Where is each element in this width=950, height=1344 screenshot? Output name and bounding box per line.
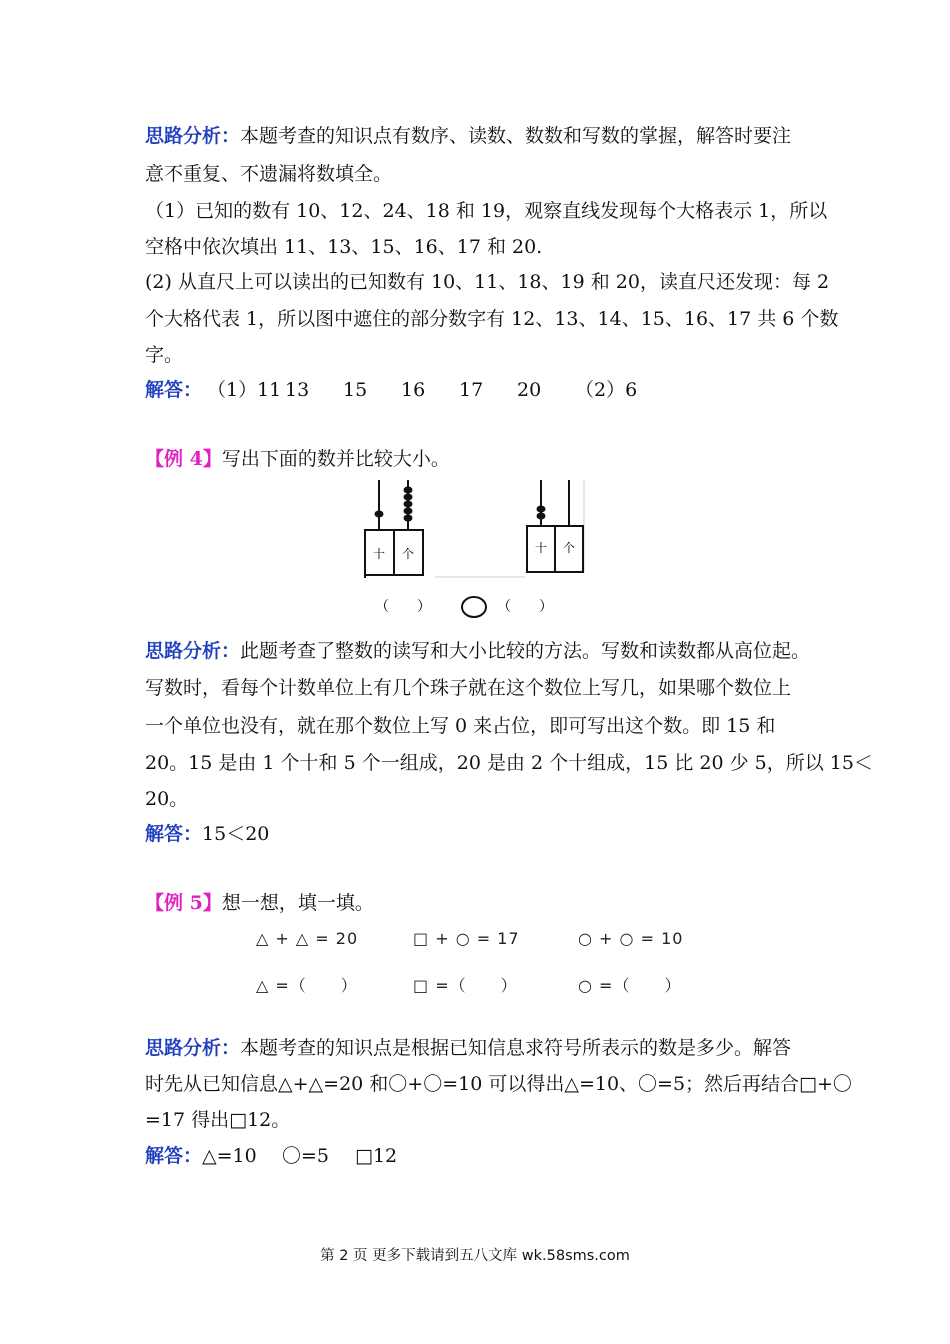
example-tag: 【例 5】 <box>145 892 222 914</box>
equation-3: ○ + ○ = 10 <box>578 929 684 948</box>
abacus-figure <box>355 478 595 623</box>
answer-label: 解答： <box>145 823 203 845</box>
abacus-right-tens-beads <box>537 506 546 520</box>
question-1: △ =（ ） <box>256 976 358 995</box>
example-4-heading: 【例 4】写出下面的数并比较大小。 <box>145 448 450 470</box>
analysis-2-line-1: 思路分析：此题考查了整数的读写和大小比较的方法。写数和读数都从高位起。 <box>145 640 811 662</box>
abacus-right <box>527 480 584 573</box>
blank-right: （ ） <box>497 599 553 615</box>
abacus-bead <box>375 511 384 518</box>
analysis-1-line-2: 意不重复、不遗漏将数填全。 <box>145 163 393 185</box>
analysis-label: 思路分析： <box>145 125 241 147</box>
answer-1: 解答： （1）11 13 15 16 17 20 （2）6 <box>145 379 638 401</box>
analysis-label: 思路分析： <box>145 640 241 662</box>
abacus-right-ones-label: 个 <box>562 541 576 555</box>
question-3: ○ =（ ） <box>578 976 682 995</box>
abacus-bead <box>537 506 546 513</box>
answer-label: 解答： <box>145 1145 203 1167</box>
answer-3: 解答：△=10 〇=5 □12 <box>145 1145 398 1167</box>
analysis-2-line-2: 写数时，看每个计数单位上有几个珠子就在这个数位上写几，如果哪个数位上 <box>145 677 792 699</box>
abacus-left-tens-beads <box>375 511 384 518</box>
abacus-bead <box>404 494 413 501</box>
abacus-left <box>365 480 423 578</box>
abacus-bead <box>404 487 413 494</box>
analysis-3-line-3: =17 得出□12。 <box>145 1109 291 1131</box>
example-5-heading: 【例 5】想一想，填一填。 <box>145 892 374 914</box>
analysis-1-line-6: 个大格代表 1，所以图中遮住的部分数字有 12、13、14、15、16、17 共 6 个数 <box>145 308 839 330</box>
analysis-1-line-4: 空格中依次填出 11、13、15、16、17 和 20. <box>145 236 543 258</box>
analysis-3-line-1: 思路分析：本题考查的知识点是根据已知信息求符号所表示的数是多少。解答 <box>145 1037 792 1059</box>
analysis-1-line-1: 思路分析：本题考查的知识点有数序、读数、数数和写数的掌握，解答时要注 <box>145 125 792 147</box>
blank-left: （ ） <box>375 599 431 615</box>
abacus-bead <box>537 513 546 520</box>
abacus-left-ones-label: 个 <box>401 547 415 561</box>
analysis-label: 思路分析： <box>145 1037 241 1059</box>
equation-2: □ + ○ = 17 <box>413 929 520 948</box>
answer-label: 解答： <box>145 379 203 401</box>
abacus-left-ones-beads <box>404 487 413 522</box>
compare-circle <box>462 597 486 617</box>
abacus-right-tens-label: 十 <box>534 541 548 555</box>
question-2: □ =（ ） <box>413 976 518 995</box>
example-tag: 【例 4】 <box>145 448 222 470</box>
page-footer: 第 2 页 更多下载请到五八文库 wk.58sms.com <box>320 1248 630 1264</box>
analysis-2-line-3: 一个单位也没有，就在那个数位上写 0 来占位，即可写出这个数。即 15 和 <box>145 715 776 737</box>
analysis-1-line-7: 字。 <box>145 344 184 366</box>
analysis-1-line-3: （1）已知的数有 10、12、24、18 和 19，观察直线发现每个大格表示 1，所以 <box>145 200 828 222</box>
analysis-1-line-5: (2) 从直尺上可以读出的已知数有 10、11、18、19 和 20，读直尺还发现：每 2 <box>145 271 830 293</box>
analysis-3-line-2: 时先从已知信息△+△=20 和〇+〇=10 可以得出△=10、〇=5；然后再结合□+〇 <box>145 1073 852 1095</box>
analysis-2-line-4: 20。15 是由 1 个十和 5 个一组成，20 是由 2 个十组成，15 比 20 少 5，所以 15＜ <box>145 752 873 774</box>
abacus-left-tens-label: 十 <box>372 547 386 561</box>
equation-1: △ + △ = 20 <box>256 929 359 948</box>
abacus-bead <box>404 508 413 515</box>
abacus-bead <box>404 501 413 508</box>
answer-2: 解答：15＜20 <box>145 823 270 845</box>
abacus-bead <box>404 515 413 522</box>
analysis-2-line-5: 20。 <box>145 788 189 810</box>
